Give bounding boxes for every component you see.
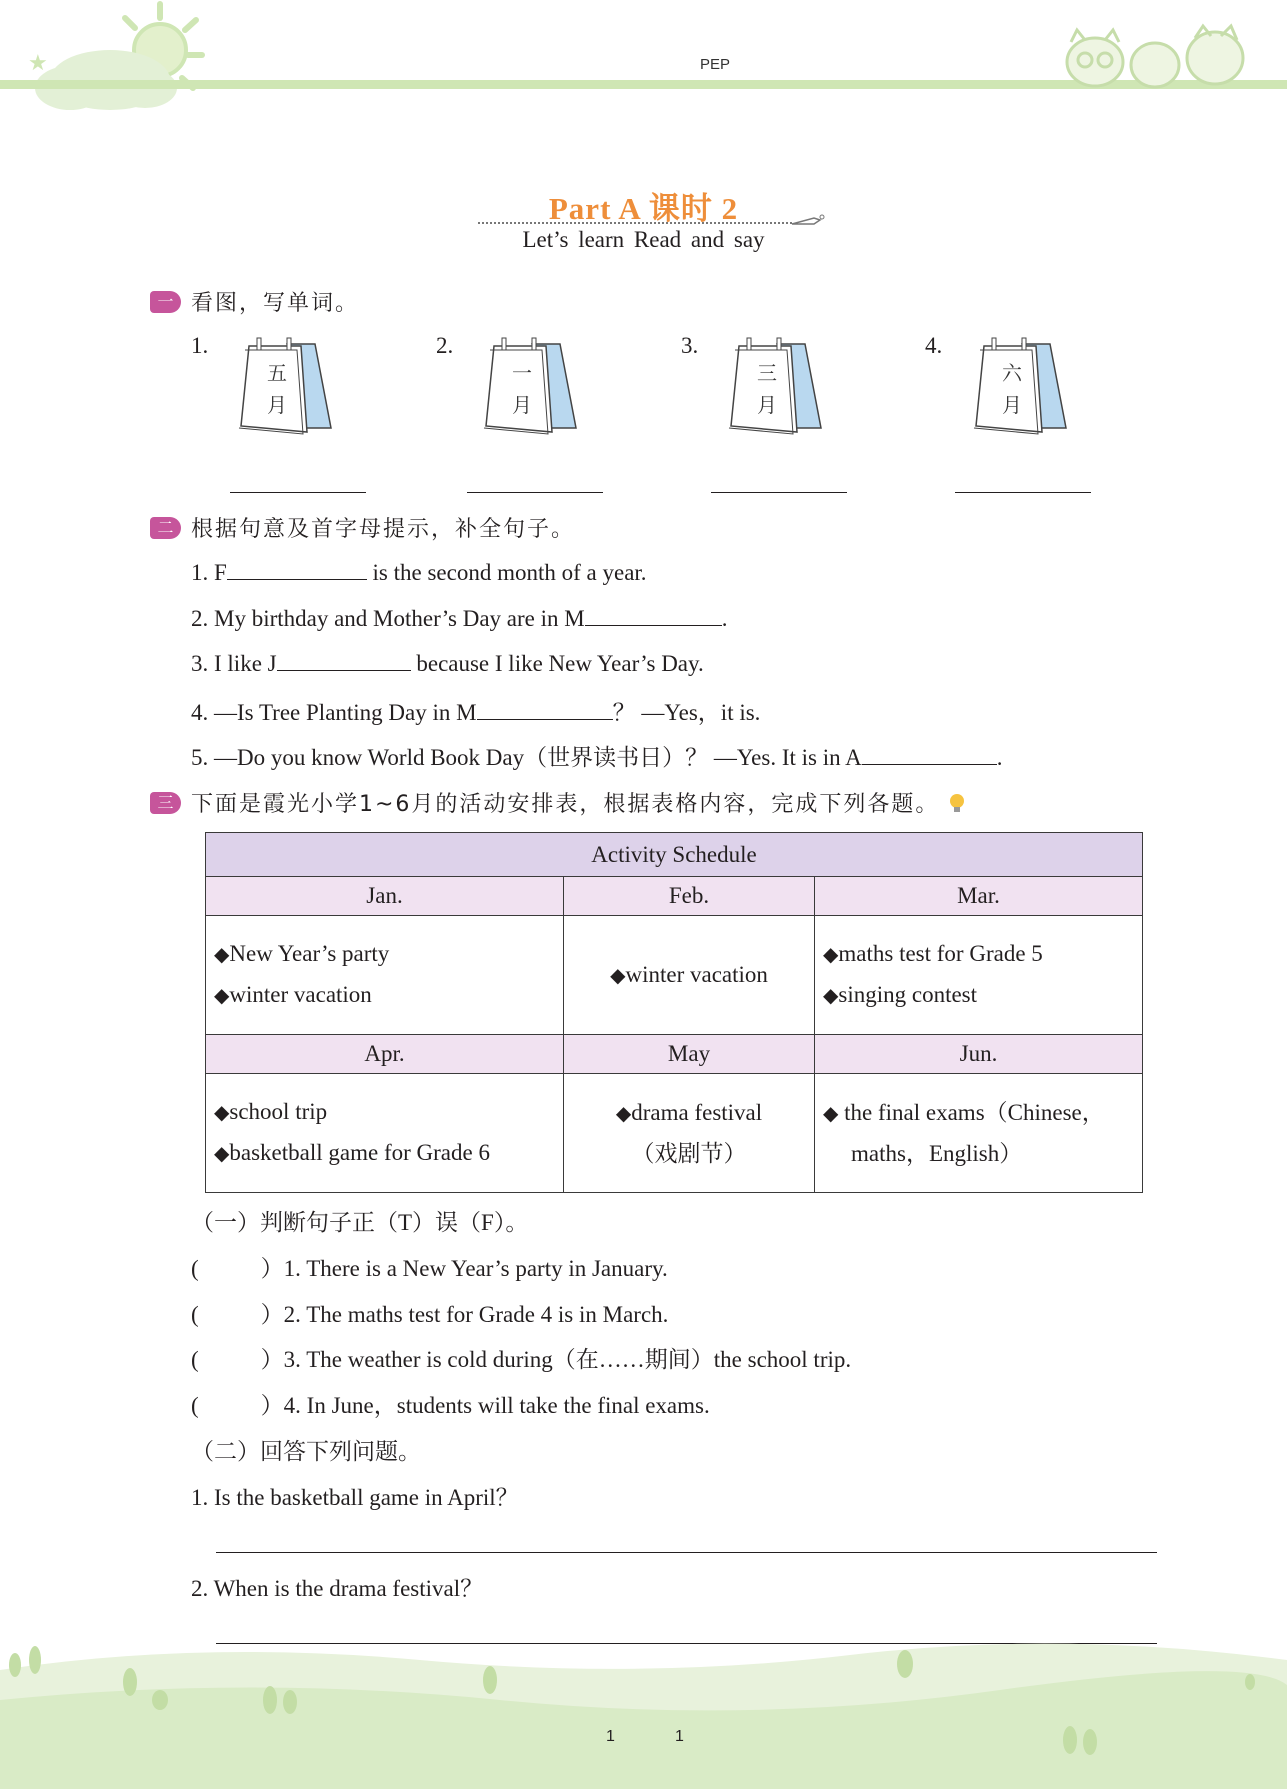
tf-item-2: ( ）2. The maths test for Grade 4 is in March.: [191, 1302, 669, 1327]
calendar-item-3: [681, 333, 698, 359]
blank-5[interactable]: [862, 742, 997, 765]
calendar-icon: [480, 336, 580, 436]
table-title: Activity Schedule: [206, 833, 1143, 877]
section-instruction: 看图，写单词。: [191, 291, 360, 316]
table-cell-jun: ◆ the final exams（Chinese， maths，English）: [815, 1074, 1143, 1193]
section-badge: 三: [150, 792, 181, 814]
answer-paren[interactable]: (: [191, 1347, 199, 1372]
answer-paren[interactable]: (: [191, 1302, 199, 1327]
sentence-3: 3. I like J because I like New Year’s Day.: [191, 648, 704, 677]
table-cell-apr: ◆school trip ◆basketball game for Grade 6: [206, 1074, 564, 1193]
sentence-1: 1. F is the second month of a year.: [191, 557, 647, 586]
month-header: Jan.: [206, 877, 564, 916]
calendar-bottom-char: 月: [267, 395, 287, 417]
blank-1[interactable]: [227, 557, 367, 580]
sentence-2: 2. My birthday and Mother’s Day are in M .: [191, 603, 727, 632]
part-2-heading: （二）回答下列问题。: [191, 1439, 421, 1464]
activity-schedule-table: [205, 832, 1143, 1193]
page-number-right: 1: [675, 1728, 684, 1745]
header-animals-illustration: [1055, 20, 1255, 90]
table-cell-feb: ◆winter vacation: [564, 916, 815, 1035]
section-badge: 二: [150, 517, 181, 539]
blank-2[interactable]: [585, 603, 722, 626]
tf-item-3: ( ）3. The weather is cold during（在……期间）the school trip.: [191, 1347, 852, 1372]
calendar-bottom-char: 月: [757, 395, 777, 417]
answer-line-2[interactable]: [467, 492, 603, 493]
answer-line-4[interactable]: [955, 492, 1091, 493]
section-instruction: 下面是霞光小学1~6月的活动安排表，根据表格内容，完成下列各题。: [191, 792, 940, 817]
lightbulb-icon: [945, 791, 969, 815]
section-2-header: [150, 512, 575, 543]
answer-line-1[interactable]: [230, 492, 366, 493]
sentence-5: 5. —Do you know World Book Day（世界读书日）？ —Yes. It is in A .: [191, 739, 1002, 772]
item-number: 3.: [681, 333, 699, 358]
tf-item-4: ( ）4. In June，students will take the final exams.: [191, 1393, 710, 1418]
answer-paren[interactable]: (: [191, 1256, 199, 1281]
table-cell-may: ◆drama festival （戏剧节）: [564, 1074, 815, 1193]
answer-line-3[interactable]: [711, 492, 847, 493]
lesson-subtitle: Let’s learn Read and say: [522, 227, 765, 252]
month-header: Feb.: [564, 877, 815, 916]
calendar-bottom-char: 月: [512, 395, 532, 417]
calendar-top-char: 五: [267, 363, 287, 385]
calendar-top-char: 一: [512, 363, 532, 385]
part-1-heading: （一）判断句子正（T）误（F）。: [191, 1210, 529, 1235]
series-label: PEP: [700, 56, 731, 73]
svg-text:★: ★: [28, 50, 48, 75]
table-cell-jan: ◆New Year’s party ◆winter vacation: [206, 916, 564, 1035]
footer-landscape-illustration: [0, 1630, 1287, 1789]
calendar-item-2: [436, 333, 453, 359]
calendar-top-char: 三: [757, 363, 777, 385]
answer-paren[interactable]: (: [191, 1393, 199, 1418]
table-cell-mar: ◆maths test for Grade 5 ◆singing contest: [815, 916, 1143, 1035]
month-header: Mar.: [815, 877, 1143, 916]
header-sun-cloud-illustration: [0, 0, 210, 115]
calendar-icon: [235, 336, 335, 436]
answer-line-q1[interactable]: [216, 1552, 1157, 1553]
question-2: 2. When is the drama festival？: [191, 1576, 484, 1601]
calendar-top-char: 六: [1002, 363, 1022, 385]
month-header: Apr.: [206, 1035, 564, 1074]
sentence-4: 4. —Is Tree Planting Day in M ？ —Yes，it is.: [191, 694, 760, 727]
section-3-header: [150, 787, 969, 818]
tf-item-1: ( ）1. There is a New Year’s party in January.: [191, 1256, 668, 1281]
month-header: Jun.: [815, 1035, 1143, 1074]
lesson-title: Part A 课时 2: [548, 191, 739, 226]
month-header: May: [564, 1035, 815, 1074]
calendar-bottom-char: 月: [1002, 395, 1022, 417]
question-1: 1. Is the basketball game in April？: [191, 1485, 519, 1510]
item-number: 4.: [925, 333, 943, 358]
blank-3[interactable]: [277, 648, 411, 671]
item-number: 2.: [436, 333, 454, 358]
calendar-icon: [970, 336, 1070, 436]
calendar-icon: [725, 336, 825, 436]
page-number-left: 1: [606, 1728, 615, 1745]
section-1-header: [150, 286, 359, 317]
blank-4[interactable]: [477, 697, 613, 720]
calendar-item-1: [191, 333, 208, 359]
section-badge: 一: [150, 291, 181, 313]
item-number: 1.: [191, 333, 209, 358]
title-divider: [478, 222, 792, 224]
calendar-item-4: [925, 333, 942, 359]
section-instruction: 根据句意及首字母提示，补全句子。: [191, 517, 576, 542]
